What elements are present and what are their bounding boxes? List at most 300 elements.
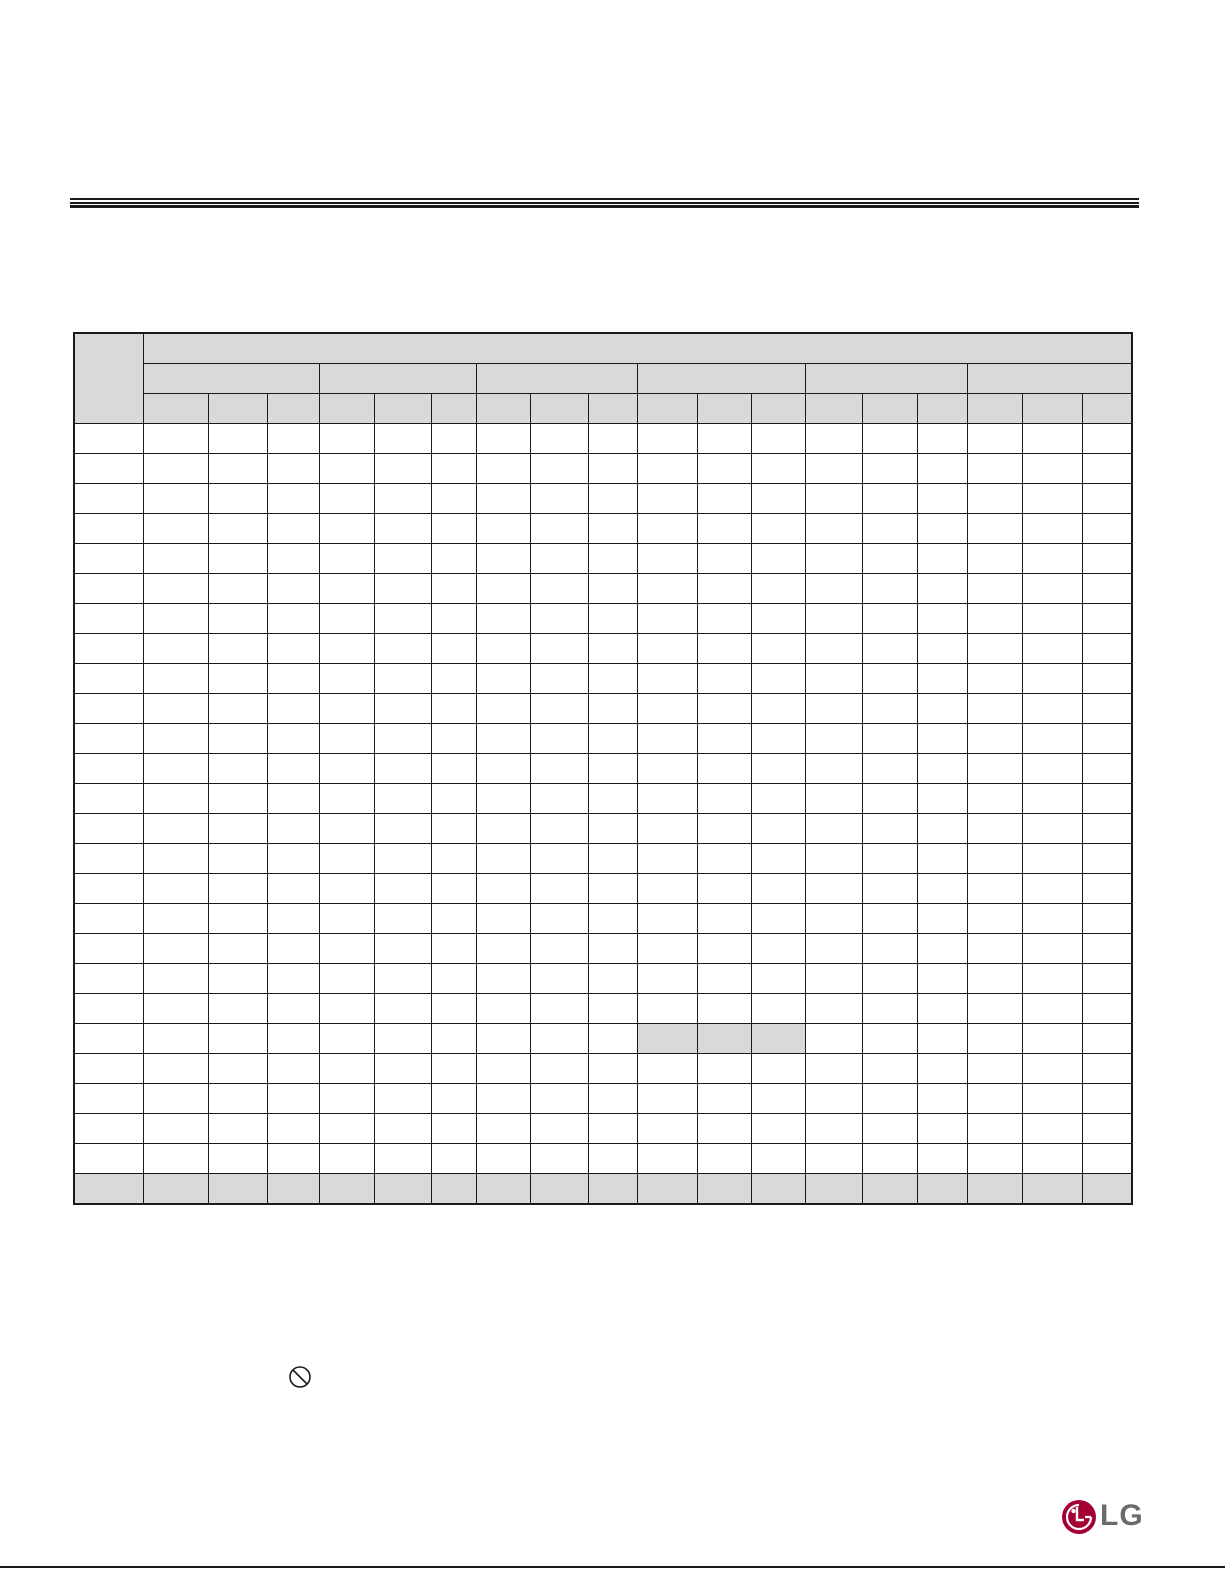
table-cell xyxy=(208,934,267,964)
table-cell xyxy=(476,934,530,964)
table-cell xyxy=(588,844,637,874)
table-cell xyxy=(476,964,530,994)
table-cell xyxy=(374,1114,431,1144)
table-cell xyxy=(208,724,267,754)
table-cell xyxy=(431,904,476,934)
table-cell xyxy=(1082,424,1132,454)
group-header-cell xyxy=(805,364,967,394)
group-header-cell xyxy=(637,364,805,394)
table-cell xyxy=(1022,1174,1082,1205)
table-cell xyxy=(805,814,862,844)
table-cell xyxy=(1082,754,1132,784)
table-row xyxy=(74,604,1132,634)
table-cell xyxy=(967,754,1022,784)
row-label-cell xyxy=(74,694,143,724)
table-cell xyxy=(967,874,1022,904)
table-cell xyxy=(805,1174,862,1205)
table-cell xyxy=(530,694,588,724)
lg-wordmark: LG xyxy=(1100,1499,1144,1532)
table-cell xyxy=(805,1114,862,1144)
table-cell xyxy=(917,1174,967,1205)
table-cell xyxy=(588,1024,637,1054)
table-cell xyxy=(143,754,208,784)
table-cell xyxy=(1082,784,1132,814)
table-cell xyxy=(637,1054,697,1084)
table-cell xyxy=(862,724,917,754)
table-cell xyxy=(208,904,267,934)
table-cell xyxy=(431,1144,476,1174)
table-cell xyxy=(267,1144,319,1174)
table-cell xyxy=(637,814,697,844)
table-cell xyxy=(143,544,208,574)
table-cell xyxy=(1082,1084,1132,1114)
table-cell xyxy=(530,724,588,754)
table-cell xyxy=(267,874,319,904)
table-cell xyxy=(862,1144,917,1174)
sub-header-cell xyxy=(530,394,588,424)
table-cell xyxy=(751,874,805,904)
row-label-cell xyxy=(74,514,143,544)
table-cell xyxy=(1022,1024,1082,1054)
table-cell xyxy=(476,1174,530,1205)
table-cell xyxy=(862,544,917,574)
table-cell xyxy=(267,1084,319,1114)
sub-header-cell xyxy=(805,394,862,424)
table-cell xyxy=(862,1024,917,1054)
table-cell xyxy=(267,664,319,694)
table-cell xyxy=(143,994,208,1024)
table-cell xyxy=(1022,484,1082,514)
table-cell xyxy=(431,874,476,904)
row-label-cell xyxy=(74,454,143,484)
table-row xyxy=(74,1084,1132,1114)
table-cell xyxy=(476,844,530,874)
table-cell xyxy=(967,1114,1022,1144)
table-cell xyxy=(530,484,588,514)
row-label-cell xyxy=(74,1054,143,1084)
row-label-cell xyxy=(74,784,143,814)
table-cell xyxy=(805,754,862,784)
table-cell xyxy=(637,964,697,994)
table-cell xyxy=(1082,814,1132,844)
table-cell xyxy=(751,484,805,514)
table-cell xyxy=(143,964,208,994)
table-cell xyxy=(805,604,862,634)
sub-header-cell xyxy=(637,394,697,424)
table-cell xyxy=(637,544,697,574)
table-row xyxy=(74,634,1132,664)
table-cell xyxy=(143,484,208,514)
table-cell xyxy=(862,784,917,814)
table-cell xyxy=(862,904,917,934)
table-cell xyxy=(917,424,967,454)
table-row xyxy=(74,934,1132,964)
table-row xyxy=(74,814,1132,844)
table-cell xyxy=(697,814,751,844)
group-header-cell xyxy=(143,364,319,394)
sub-header-cell xyxy=(751,394,805,424)
row-label-cell xyxy=(74,814,143,844)
table-cell xyxy=(374,844,431,874)
table-cell xyxy=(697,604,751,634)
table-cell xyxy=(374,634,431,664)
table-cell xyxy=(917,484,967,514)
table-cell xyxy=(267,1174,319,1205)
table-cell xyxy=(751,1174,805,1205)
table-cell xyxy=(588,874,637,904)
table-cell xyxy=(1022,1054,1082,1084)
header-rule-top xyxy=(70,198,1139,200)
table-cell xyxy=(208,814,267,844)
table-cell xyxy=(697,874,751,904)
table-cell xyxy=(530,934,588,964)
table-cell xyxy=(319,1054,374,1084)
header-rule-middle xyxy=(70,202,1139,204)
table-cell xyxy=(751,844,805,874)
sub-header-cell xyxy=(208,394,267,424)
table-cell xyxy=(267,1024,319,1054)
table-cell xyxy=(476,1054,530,1084)
table-cell xyxy=(917,964,967,994)
table-row xyxy=(74,844,1132,874)
table-cell xyxy=(1082,724,1132,754)
table-cell xyxy=(637,724,697,754)
table-cell xyxy=(267,814,319,844)
table-cell xyxy=(319,514,374,544)
table-row xyxy=(74,964,1132,994)
row-label-cell xyxy=(74,574,143,604)
table-row xyxy=(74,424,1132,454)
table-cell xyxy=(637,634,697,664)
table-cell xyxy=(805,784,862,814)
table-cell xyxy=(637,514,697,544)
table-cell xyxy=(637,904,697,934)
table-cell xyxy=(431,664,476,694)
table-cell xyxy=(805,544,862,574)
table-cell xyxy=(1022,934,1082,964)
header-row-2 xyxy=(74,364,1132,394)
table-cell xyxy=(862,814,917,844)
table-cell xyxy=(751,814,805,844)
row-label-cell xyxy=(74,754,143,784)
table-cell xyxy=(637,664,697,694)
table-cell xyxy=(208,664,267,694)
table-cell xyxy=(1022,844,1082,874)
table-cell xyxy=(476,1114,530,1144)
table-cell xyxy=(374,934,431,964)
table-cell xyxy=(1022,994,1082,1024)
table-cell xyxy=(637,934,697,964)
table-cell xyxy=(374,694,431,724)
table-cell xyxy=(319,424,374,454)
table-cell xyxy=(588,1114,637,1144)
table-cell xyxy=(319,664,374,694)
table-cell xyxy=(208,1174,267,1205)
table-cell xyxy=(637,994,697,1024)
table-cell xyxy=(1082,634,1132,664)
table-cell xyxy=(697,934,751,964)
table-cell xyxy=(143,904,208,934)
table-cell xyxy=(917,1144,967,1174)
table-cell xyxy=(751,724,805,754)
table-cell xyxy=(917,604,967,634)
table-cell xyxy=(805,664,862,694)
table-cell xyxy=(530,754,588,784)
row-label-cell xyxy=(74,934,143,964)
row-label-cell xyxy=(74,724,143,754)
table-cell xyxy=(208,514,267,544)
table-cell xyxy=(267,514,319,544)
table-cell xyxy=(697,514,751,544)
table-cell xyxy=(862,604,917,634)
table-cell xyxy=(143,1174,208,1205)
table-cell xyxy=(697,574,751,604)
table-cell xyxy=(967,904,1022,934)
table-cell xyxy=(208,964,267,994)
header-row-1 xyxy=(74,333,1132,364)
table-row xyxy=(74,1024,1132,1054)
table-cell xyxy=(697,664,751,694)
table-cell xyxy=(530,1084,588,1114)
table-cell xyxy=(1082,664,1132,694)
table-cell xyxy=(967,544,1022,574)
table-cell xyxy=(1082,994,1132,1024)
table-cell xyxy=(862,994,917,1024)
table-row xyxy=(74,754,1132,784)
table-cell xyxy=(267,544,319,574)
table-cell xyxy=(319,934,374,964)
table-cell xyxy=(1022,1144,1082,1174)
table-cell xyxy=(143,454,208,484)
row-label-cell xyxy=(74,1144,143,1174)
table-cell xyxy=(588,1084,637,1114)
table-cell xyxy=(967,1054,1022,1084)
table-cell xyxy=(1022,694,1082,724)
table-cell xyxy=(208,574,267,604)
table-cell xyxy=(143,934,208,964)
table-cell xyxy=(637,424,697,454)
table-cell xyxy=(319,844,374,874)
table-cell xyxy=(431,964,476,994)
table-cell xyxy=(917,454,967,484)
table-cell xyxy=(476,1024,530,1054)
table-cell xyxy=(751,634,805,664)
table-cell xyxy=(1082,934,1132,964)
table-cell xyxy=(967,484,1022,514)
table-cell xyxy=(697,724,751,754)
table-cell xyxy=(588,634,637,664)
table-cell xyxy=(431,754,476,784)
table-cell xyxy=(267,784,319,814)
table-cell xyxy=(267,964,319,994)
table-cell xyxy=(208,1084,267,1114)
table-cell xyxy=(917,574,967,604)
table-cell xyxy=(588,454,637,484)
group-header-cell xyxy=(476,364,637,394)
table-cell xyxy=(862,844,917,874)
table-cell xyxy=(267,454,319,484)
sub-header-cell xyxy=(431,394,476,424)
table-cell xyxy=(530,574,588,604)
table-cell xyxy=(267,844,319,874)
table-cell xyxy=(374,1024,431,1054)
table-cell xyxy=(805,634,862,664)
table-cell xyxy=(143,1054,208,1084)
table-cell xyxy=(917,754,967,784)
table-row xyxy=(74,874,1132,904)
table-cell xyxy=(476,634,530,664)
table-cell xyxy=(208,844,267,874)
table-row xyxy=(74,1114,1132,1144)
table-cell xyxy=(374,544,431,574)
sub-header-cell xyxy=(697,394,751,424)
sub-header-cell xyxy=(374,394,431,424)
table-cell xyxy=(967,1084,1022,1114)
table-cell xyxy=(143,784,208,814)
table-cell xyxy=(862,694,917,724)
table-cell xyxy=(588,904,637,934)
table-cell xyxy=(588,424,637,454)
corner-header-cell xyxy=(74,333,143,424)
table-cell xyxy=(1082,844,1132,874)
table-cell xyxy=(530,634,588,664)
table-cell xyxy=(751,904,805,934)
table-cell xyxy=(208,994,267,1024)
table-cell xyxy=(476,694,530,724)
group-header-cell xyxy=(967,364,1132,394)
table-cell xyxy=(431,1024,476,1054)
table-cell xyxy=(751,964,805,994)
table-cell xyxy=(476,994,530,1024)
table-cell xyxy=(862,424,917,454)
table-cell xyxy=(967,784,1022,814)
table-cell xyxy=(637,844,697,874)
table-cell xyxy=(637,604,697,634)
table-cell xyxy=(967,1024,1022,1054)
table-cell xyxy=(805,1024,862,1054)
table-cell xyxy=(476,514,530,544)
table-cell xyxy=(751,514,805,544)
table-cell xyxy=(697,424,751,454)
table-cell xyxy=(967,724,1022,754)
table-cell xyxy=(805,1144,862,1174)
table-cell xyxy=(637,784,697,814)
table-row xyxy=(74,694,1132,724)
table-cell xyxy=(431,1084,476,1114)
table-cell xyxy=(862,1174,917,1205)
table-cell xyxy=(1082,544,1132,574)
row-label-cell xyxy=(74,634,143,664)
table-cell xyxy=(1082,1024,1132,1054)
table-row xyxy=(74,724,1132,754)
table-cell xyxy=(1022,544,1082,574)
table-cell xyxy=(805,574,862,604)
table-cell xyxy=(805,514,862,544)
table-cell xyxy=(431,484,476,514)
table-cell xyxy=(319,1084,374,1114)
table-cell xyxy=(143,694,208,724)
table-cell xyxy=(374,904,431,934)
row-label-cell xyxy=(74,904,143,934)
row-label-cell xyxy=(74,424,143,454)
table-cell xyxy=(319,874,374,904)
group-header-cell xyxy=(319,364,476,394)
table-cell xyxy=(208,544,267,574)
table-cell xyxy=(588,994,637,1024)
table-cell xyxy=(697,694,751,724)
table-cell xyxy=(143,1144,208,1174)
table-cell xyxy=(805,424,862,454)
table-cell xyxy=(1022,874,1082,904)
table-cell xyxy=(805,1084,862,1114)
table-cell xyxy=(530,784,588,814)
table-cell xyxy=(697,484,751,514)
table-cell xyxy=(697,964,751,994)
table-cell xyxy=(637,484,697,514)
table-cell xyxy=(805,1054,862,1084)
table-cell xyxy=(917,994,967,1024)
table-cell xyxy=(143,844,208,874)
table-cell xyxy=(476,454,530,484)
table-cell xyxy=(267,694,319,724)
table-cell xyxy=(967,514,1022,544)
table-cell xyxy=(967,934,1022,964)
table-cell xyxy=(267,754,319,784)
table-row xyxy=(74,784,1132,814)
table-cell xyxy=(1082,484,1132,514)
table-cell xyxy=(319,724,374,754)
table-cell xyxy=(967,844,1022,874)
table-cell xyxy=(530,994,588,1024)
table-cell xyxy=(530,814,588,844)
table-cell xyxy=(208,634,267,664)
table-cell xyxy=(476,874,530,904)
table-cell xyxy=(530,1054,588,1084)
table-cell xyxy=(637,874,697,904)
table-cell xyxy=(917,1054,967,1084)
table-cell xyxy=(697,1174,751,1205)
row-label-cell xyxy=(74,1114,143,1144)
table-cell xyxy=(805,454,862,484)
table-cell xyxy=(967,634,1022,664)
table-cell xyxy=(1022,904,1082,934)
table-cell xyxy=(967,1144,1022,1174)
table-cell xyxy=(588,484,637,514)
table-cell xyxy=(530,904,588,934)
table-cell xyxy=(374,1054,431,1084)
table-cell xyxy=(431,694,476,724)
table-cell xyxy=(530,1174,588,1205)
table-cell xyxy=(862,874,917,904)
row-label-cell xyxy=(74,664,143,694)
table-cell xyxy=(374,514,431,544)
table-cell xyxy=(267,1114,319,1144)
table-cell xyxy=(431,424,476,454)
table-cell xyxy=(588,514,637,544)
table-cell xyxy=(431,784,476,814)
table-cell xyxy=(319,454,374,484)
table-cell xyxy=(917,634,967,664)
table-row xyxy=(74,1144,1132,1174)
table-cell xyxy=(374,424,431,454)
table-cell xyxy=(588,574,637,604)
table-cell xyxy=(967,574,1022,604)
table-cell xyxy=(697,454,751,484)
table-cell xyxy=(697,754,751,784)
row-label-cell xyxy=(74,964,143,994)
table-cell xyxy=(1082,1174,1132,1205)
table-cell xyxy=(967,604,1022,634)
